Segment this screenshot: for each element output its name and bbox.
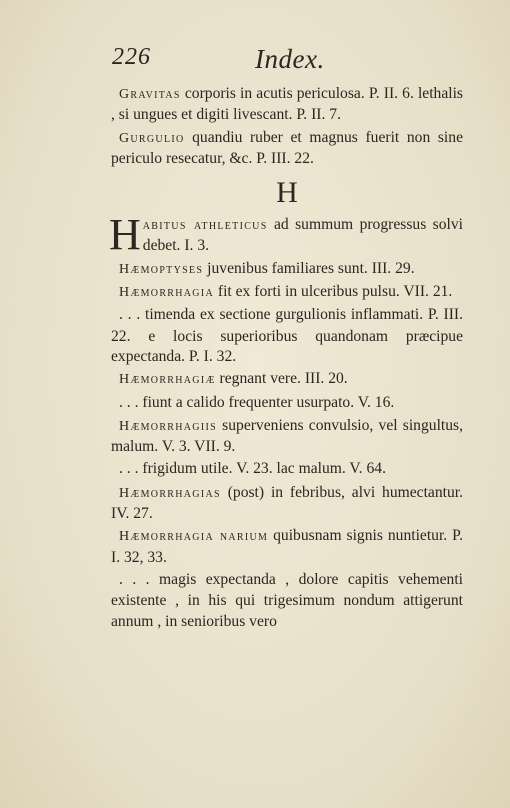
index-entry-gurgulio <box>111 128 463 170</box>
entry-text: . . . frigidum utile. V. 23. lac malum. V. 64. <box>119 460 386 478</box>
entry-headword: Gurgulio <box>119 130 185 146</box>
entry-headword: Hæmorrhagia <box>119 285 214 301</box>
entry-headword: Hæmoptyses <box>119 261 204 277</box>
index-entry-continuation <box>111 570 463 632</box>
entry-text: ad summum progressus solvi debet. I. 3. <box>142 216 464 255</box>
index-entry-haemorrhagiis <box>111 416 463 458</box>
entry-text: fit ex forti in ulceribus pulsu. VII. 21. <box>213 283 453 301</box>
running-head: Index. <box>255 44 325 74</box>
entry-text: (post) in febribus, alvi humectantur. IV. 27. <box>111 483 463 523</box>
drop-cap: H <box>109 210 141 260</box>
index-entry-haemorrhagia-narium <box>111 526 463 568</box>
entry-text: quibusnam signis nuntietur. P. I. 32, 33. <box>111 527 463 566</box>
index-entry-habitus <box>109 210 464 260</box>
index-entry-haemoptyses <box>111 259 463 280</box>
entry-headword: Hæmorrhagia narium <box>119 529 269 545</box>
index-entry-continuation <box>111 393 463 414</box>
index-entry-continuation <box>111 459 463 480</box>
entry-headword: Hæmorrhagiis <box>119 418 217 434</box>
section-letter: H <box>276 176 298 210</box>
entry-headword: Hæmorrhagiæ <box>119 372 216 388</box>
page-number: 226 <box>112 44 151 70</box>
page-header <box>112 44 452 80</box>
index-entry-haemorrhagia <box>111 282 463 303</box>
index-entry-continuation <box>111 305 463 367</box>
index-entry-gravitas <box>111 84 463 126</box>
entry-headword: abitus athleticus <box>142 218 268 234</box>
entry-text: juvenibus familiares sunt. III. 29. <box>203 259 415 277</box>
index-entry-haemorrhagias <box>111 483 463 525</box>
entry-headword: Hæmorrhagias <box>119 485 221 501</box>
entry-text: corporis in acutis periculosa. P. II. 6. lethalis , si ungues et digiti livescant. P. II. 7. <box>111 85 463 124</box>
entry-headword: Gravitas <box>119 87 181 102</box>
index-entry-haemorrhagiae <box>111 369 463 390</box>
entry-text: superveniens convulsio, vel singultus, malum. V. 3. VII. 9. <box>111 416 463 456</box>
entry-text: regnant vere. III. 20. <box>215 370 348 388</box>
entry-text: . . . fiunt a calido frequenter usurpato. V. 16. <box>119 393 395 411</box>
entry-text: quandiu ruber et magnus fuerit non sine periculo resecatur, &c. P. III. 22. <box>111 128 463 167</box>
entry-text: . . . magis expectanda , dolore capitis vehementi existente , in his qui trigesimum nondum attigerunt annum , in senioribus vero <box>111 570 463 630</box>
index-body <box>111 84 463 634</box>
entry-text: . . . timenda ex sectione gurgulionis inflammati. P. III. 22. e locis superioribus quandonam præcipue expectanda. P. I. 32. <box>111 306 463 365</box>
